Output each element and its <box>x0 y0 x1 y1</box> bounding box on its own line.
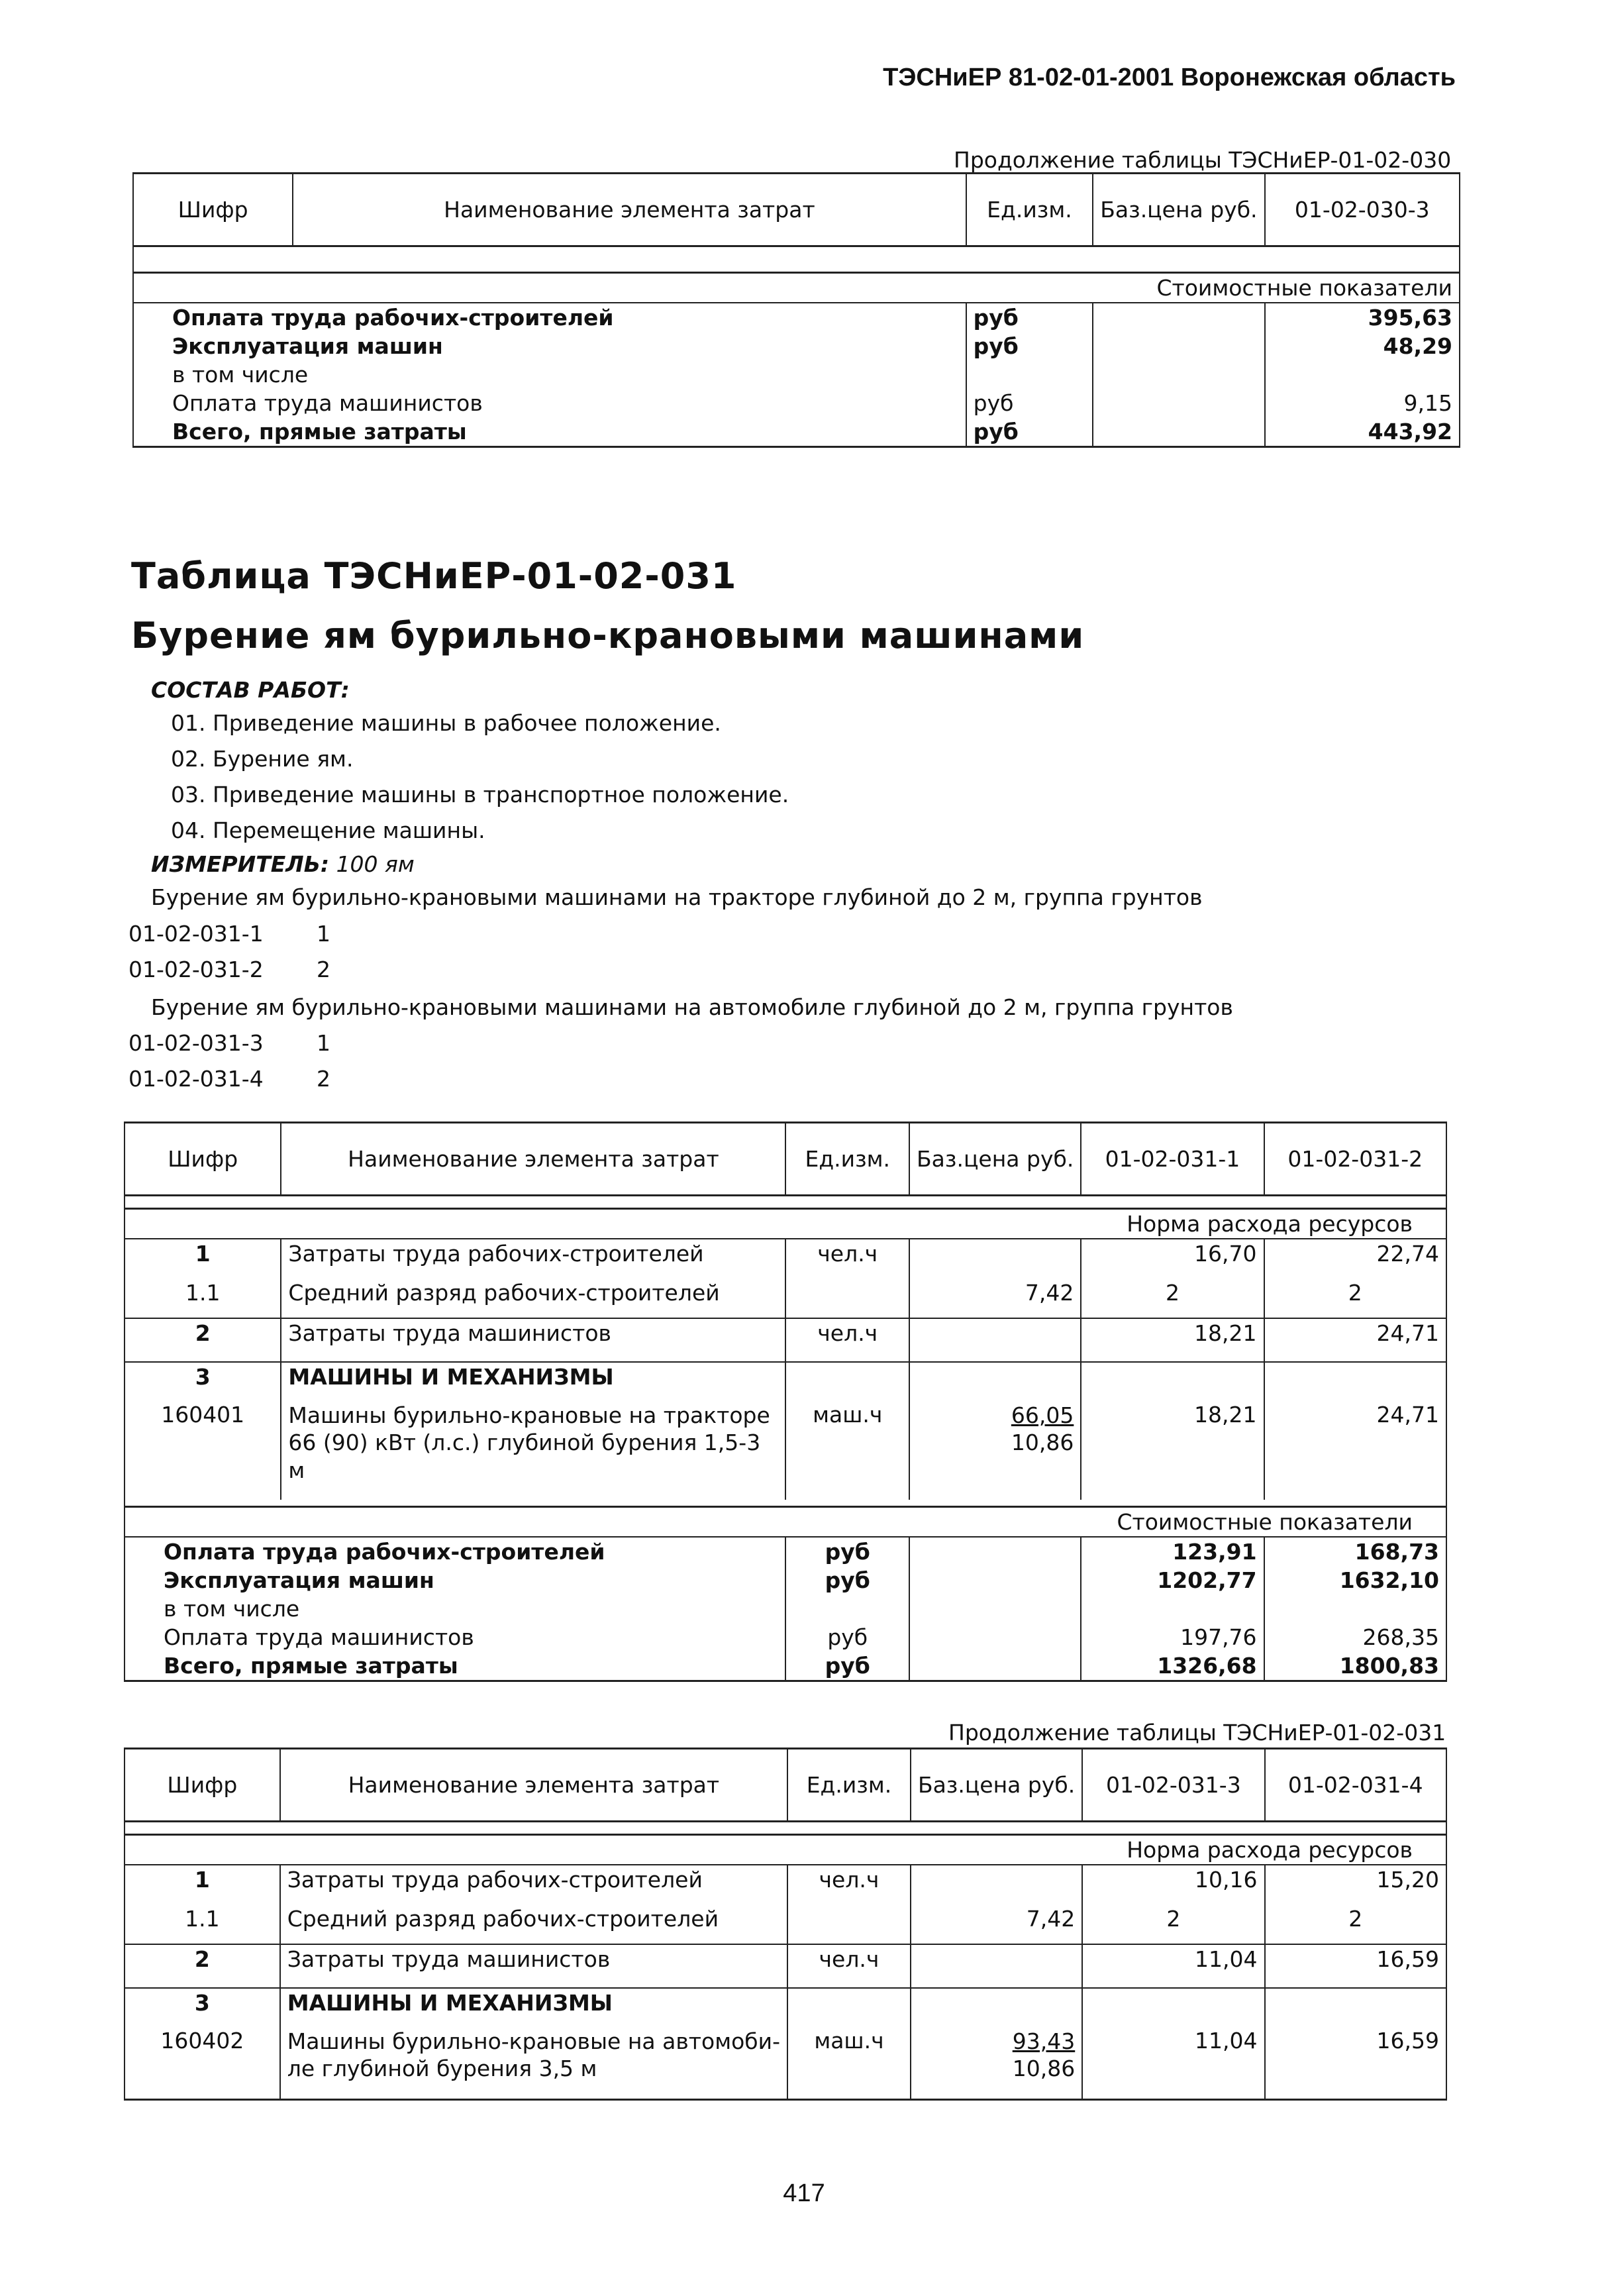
soil-group: 2 <box>317 957 330 982</box>
row-code: 3 <box>125 1362 281 1400</box>
cost-row <box>133 303 1460 332</box>
row-value-2: 22,74 <box>1264 1239 1446 1278</box>
row-price <box>909 1318 1081 1362</box>
header-col-1: 01-02-030-3 <box>1265 174 1460 246</box>
cost-value-1: 1326,68 <box>1081 1651 1264 1681</box>
row-code: 2 <box>125 1944 280 1988</box>
cost-row <box>125 1651 1446 1681</box>
cost-row <box>133 417 1460 447</box>
section-row <box>133 273 1460 303</box>
header-col-2: 01-02-031-2 <box>1264 1123 1446 1196</box>
page-number: 417 <box>783 2179 825 2207</box>
row-code: 1 <box>125 1865 280 1905</box>
cost-row <box>133 332 1460 360</box>
header-unit: Ед.изм. <box>966 174 1093 246</box>
code-entry <box>128 921 330 947</box>
header-price: Баз.цена руб. <box>1093 174 1264 246</box>
row-name: Средний разряд рабочих-строителей <box>280 1905 787 1944</box>
row-price <box>911 1944 1082 1988</box>
cost-unit: руб <box>785 1537 909 1566</box>
row-unit: чел.ч <box>785 1239 909 1278</box>
row-price <box>909 1239 1081 1278</box>
description: Бурение ям бурильно-крановыми машинами на автомобиле глубиной до 2 м, группа грунтов <box>151 994 1233 1020</box>
table-031-part1 <box>124 1122 1447 1682</box>
row-name: Средний разряд рабочих-строителей <box>281 1278 785 1318</box>
row-value-1: 10,16 <box>1082 1865 1264 1905</box>
row-unit: чел.ч <box>785 1318 909 1362</box>
header-unit: Ед.изм. <box>785 1123 909 1196</box>
row-value-1: 18,21 <box>1081 1400 1264 1500</box>
table-row <box>125 1905 1446 1944</box>
row-value-2: 16,59 <box>1265 2026 1447 2099</box>
meter-line <box>151 851 415 877</box>
cost-value: 48,29 <box>1265 332 1460 360</box>
spacer-row <box>125 1822 1446 1835</box>
row-unit: маш.ч <box>785 1400 909 1500</box>
row-name: Затраты труда машинистов <box>281 1318 785 1362</box>
cost-name: Оплата труда рабочих-строителей <box>133 303 966 332</box>
cost-name: Эксплуатация машин <box>133 332 966 360</box>
row-value-2: 2 <box>1265 1905 1447 1944</box>
row-price: 93,43 10,86 <box>911 2026 1082 2099</box>
header-col-1: 01-02-031-3 <box>1082 1749 1264 1822</box>
row-code: 160402 <box>125 2026 280 2099</box>
row-unit: маш.ч <box>787 2026 911 2099</box>
table-header-row <box>133 174 1460 246</box>
cost-name: Всего, прямые затраты <box>125 1651 785 1681</box>
table-row <box>125 1278 1446 1318</box>
work-item: 01. Приведение машины в рабочее положение. <box>171 710 721 736</box>
table-row <box>125 1362 1446 1400</box>
cost-unit: руб <box>966 332 1093 360</box>
spacer-row <box>125 1500 1446 1506</box>
cost-unit: руб <box>966 389 1093 417</box>
cost-value: 9,15 <box>1265 389 1460 417</box>
row-code: 3 <box>125 1988 280 2026</box>
cost-value-2: 1800,83 <box>1264 1651 1446 1681</box>
row-code: 1 <box>125 1239 281 1278</box>
cost-row <box>125 1594 1446 1623</box>
cost-row <box>125 1537 1446 1566</box>
cost-value: 443,92 <box>1265 417 1460 447</box>
code-entry <box>128 1030 330 1056</box>
row-value-1: 2 <box>1082 1905 1264 1944</box>
code-entry <box>128 957 330 982</box>
table-caption: Продолжение таблицы ТЭСНиЕР-01-02-030 <box>954 147 1452 173</box>
header-code: Шифр <box>125 1123 281 1196</box>
row-code: 1.1 <box>125 1278 281 1318</box>
row-name: Затраты труда рабочих-строителей <box>281 1239 785 1278</box>
row-name: Затраты труда рабочих-строителей <box>280 1865 787 1905</box>
section-row <box>125 1209 1446 1239</box>
description: Бурение ям бурильно-крановыми машинами на тракторе глубиной до 2 м, группа грунтов <box>151 884 1203 910</box>
row-price: 66,05 10,86 <box>909 1400 1081 1500</box>
document-header: ТЭСНиЕР 81-02-01-2001 Воронежская область <box>883 64 1456 91</box>
cost-row <box>125 1566 1446 1594</box>
row-code: 160401 <box>125 1400 281 1500</box>
row-name: МАШИНЫ И МЕХАНИЗМЫ <box>281 1362 785 1400</box>
row-unit <box>785 1278 909 1318</box>
table-caption: Продолжение таблицы ТЭСНиЕР-01-02-031 <box>948 1720 1446 1746</box>
row-unit: чел.ч <box>787 1865 911 1905</box>
row-price <box>911 1865 1082 1905</box>
row-value-2: 24,71 <box>1264 1318 1446 1362</box>
cost-name: Оплата труда рабочих-строителей <box>125 1537 785 1566</box>
header-price: Баз.цена руб. <box>911 1749 1082 1822</box>
table-title: Таблица ТЭСНиЕР-01-02-031 <box>131 555 737 597</box>
table-header-row <box>125 1749 1446 1822</box>
cost-name: в том числе <box>133 360 966 389</box>
code: 01-02-031-4 <box>128 1066 264 1092</box>
cost-name: Эксплуатация машин <box>125 1566 785 1594</box>
cost-value-1: 1202,77 <box>1081 1566 1264 1594</box>
cost-value-2: 1632,10 <box>1264 1566 1446 1594</box>
work-composition-label: СОСТАВ РАБОТ: <box>151 677 350 703</box>
cost-value-2: 268,35 <box>1264 1623 1446 1651</box>
row-value-1: 11,04 <box>1082 1944 1264 1988</box>
section-label: Норма расхода ресурсов <box>125 1209 1446 1239</box>
cost-row <box>133 389 1460 417</box>
table-row <box>125 1239 1446 1278</box>
row-code: 1.1 <box>125 1905 280 1944</box>
section-label: Стоимостные показатели <box>133 273 1460 303</box>
table-031-part2 <box>124 1748 1447 2101</box>
row-name: Затраты труда машинистов <box>280 1944 787 1988</box>
table-row <box>125 1400 1446 1500</box>
spacer-row <box>125 1196 1446 1209</box>
row-name: МАШИНЫ И МЕХАНИЗМЫ <box>280 1988 787 2026</box>
cost-unit: руб <box>966 417 1093 447</box>
cost-value-1: 123,91 <box>1081 1537 1264 1566</box>
cost-name: Оплата труда машинистов <box>125 1623 785 1651</box>
cost-unit: руб <box>785 1566 909 1594</box>
work-item: 03. Приведение машины в транспортное положение. <box>171 782 789 808</box>
cost-unit: руб <box>785 1623 909 1651</box>
row-value-2: 16,59 <box>1265 1944 1447 1988</box>
table-row <box>125 1944 1446 1988</box>
row-value-1: 16,70 <box>1081 1239 1264 1278</box>
row-price: 7,42 <box>909 1278 1081 1318</box>
table-row <box>125 1318 1446 1362</box>
code-entry <box>128 1066 330 1092</box>
header-code: Шифр <box>133 174 293 246</box>
header-name: Наименование элемента затрат <box>293 174 966 246</box>
code: 01-02-031-3 <box>128 1030 264 1056</box>
section-label: Норма расхода ресурсов <box>125 1835 1446 1865</box>
cost-name: в том числе <box>125 1594 785 1623</box>
cost-value: 395,63 <box>1265 303 1460 332</box>
row-value-1: 18,21 <box>1081 1318 1264 1362</box>
header-code: Шифр <box>125 1749 280 1822</box>
row-name: Машины бурильно-крановые на тракторе 66 (90) кВт (л.с.) глубиной бурения 1,5-3 м <box>281 1400 785 1500</box>
section-label: Стоимостные показатели <box>125 1506 1446 1537</box>
row-unit: чел.ч <box>787 1944 911 1988</box>
code: 01-02-031-2 <box>128 957 264 982</box>
section-row <box>125 1835 1446 1865</box>
work-item: 04. Перемещение машины. <box>171 817 485 843</box>
cost-unit: руб <box>785 1651 909 1681</box>
row-code: 2 <box>125 1318 281 1362</box>
row-value-2: 2 <box>1264 1278 1446 1318</box>
soil-group: 2 <box>317 1066 330 1092</box>
cost-name: Оплата труда машинистов <box>133 389 966 417</box>
row-value-1: 11,04 <box>1082 2026 1264 2099</box>
row-value-1: 2 <box>1081 1278 1264 1318</box>
row-unit <box>787 1905 911 1944</box>
row-value-2: 15,20 <box>1265 1865 1447 1905</box>
table-row <box>125 2026 1446 2099</box>
soil-group: 1 <box>317 1030 330 1056</box>
row-value-2: 24,71 <box>1264 1400 1446 1500</box>
cost-row <box>125 1623 1446 1651</box>
cost-row <box>133 360 1460 389</box>
meter-value: 100 ям <box>336 851 415 877</box>
table-row <box>125 1865 1446 1905</box>
work-item: 02. Бурение ям. <box>171 746 354 772</box>
table-header-row <box>125 1123 1446 1196</box>
section-row <box>125 1506 1446 1537</box>
header-price: Баз.цена руб. <box>909 1123 1081 1196</box>
table-row <box>125 1988 1446 2026</box>
table-030-continuation <box>132 172 1460 448</box>
spacer-row <box>133 246 1460 273</box>
cost-name: Всего, прямые затраты <box>133 417 966 447</box>
soil-group: 1 <box>317 921 330 947</box>
row-name: Машины бурильно-крановые на автомоби- ле глубиной бурения 3,5 м <box>280 2026 787 2099</box>
header-name: Наименование элемента затрат <box>281 1123 785 1196</box>
header-col-2: 01-02-031-4 <box>1265 1749 1447 1822</box>
cost-unit: руб <box>966 303 1093 332</box>
row-price: 7,42 <box>911 1905 1082 1944</box>
header-col-1: 01-02-031-1 <box>1081 1123 1264 1196</box>
meter-label: ИЗМЕРИТЕЛЬ: <box>151 851 330 877</box>
header-name: Наименование элемента затрат <box>280 1749 787 1822</box>
table-subtitle: Бурение ям бурильно-крановыми машинами <box>131 615 1085 656</box>
code: 01-02-031-1 <box>128 921 264 947</box>
cost-value-1: 197,76 <box>1081 1623 1264 1651</box>
cost-value-2: 168,73 <box>1264 1537 1446 1566</box>
header-unit: Ед.изм. <box>787 1749 911 1822</box>
